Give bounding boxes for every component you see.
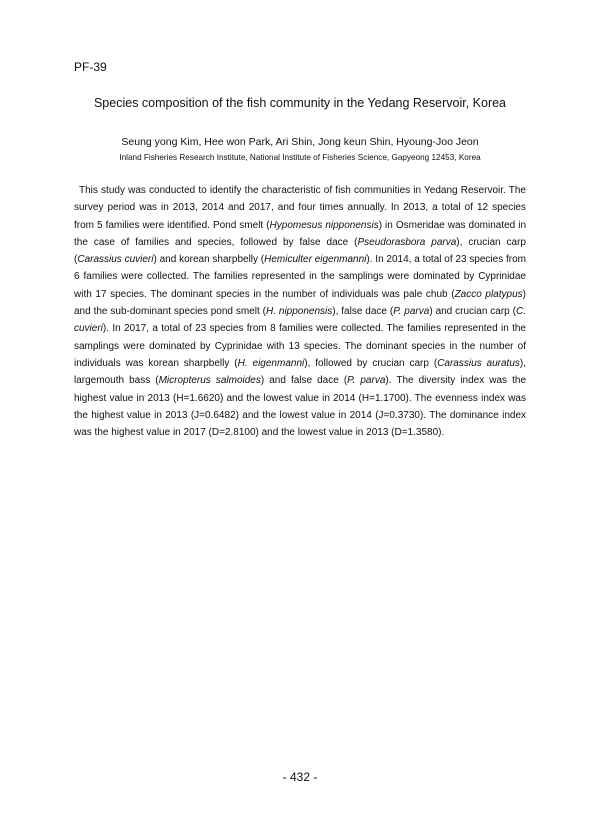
paper-title: Species composition of the fish community in the Yedang Reservoir, Korea [93,96,507,110]
abstract-text: ), followed by crucian carp ( [304,357,438,369]
abstract-text: ) and the sub-dominant species pond smelt ( [74,288,526,318]
paper-code: PF-39 [74,60,107,74]
species-name: H. nipponensis [265,306,333,318]
species-name: Hemiculter eigenmanni [264,254,367,266]
species-name: P. parva [347,375,386,387]
abstract-text: ) and korean sharpbelly ( [153,254,265,266]
species-name: P. parva [393,306,430,318]
species-name: Hypomesus nipponensis [269,219,379,231]
abstract-text: This study was conducted to identify the characteristic of fish communities in Yedang Reservoir. The survey period was in 2013, 2014 and 2017, and four times annually. In 2013, a total of 12 species from 5 families were identified. Pond smelt ( [74,185,526,231]
abstract-text: ) and false dace ( [260,375,348,387]
abstract-text: ). The diversity index was the highest value in 2013 (H=1.6620) and the lowest value in 2014 (H=1.1700). The evenness index was the highest value in 2013 (J=0.6482) and the lowest value in 2014 (J=0.3730). The dominance index was the highest value in 2017 (D=2.8100) and the lowest value in 2013 (D=1.3580). [74,375,526,439]
abstract-text: ). In 2014, a total of 23 species from 6 families were collected. The families represented in the samplings were dominated by Cyprinidae with 17 species. The dominant species in the number of individuals was pale chub ( [74,254,526,300]
species-name: Carassius cuvieri [77,254,154,266]
species-name: Micropterus salmoides [158,375,261,387]
abstract-text: ) and crucian carp ( [429,306,516,318]
species-name: H. eigenmanni [237,357,305,369]
abstract-text: ), crucian carp ( [74,236,526,266]
affiliation: Inland Fisheries Research Institute, National Institute of Fisheries Science, Gapyeong 12453, Korea [119,153,481,162]
abstract-text: ) in Osmeridae was dominated in the case of families and species, followed by false dace ( [74,219,527,248]
abstract-text: ), false dace ( [332,306,394,318]
species-name: Carassius auratus [437,357,520,369]
author-list: Seung yong Kim, Hee won Park, Ari Shin, Jong keun Shin, Hyoung-Joo Jeon [121,136,479,148]
species-name: C. cuvieri [74,306,526,335]
page-number: - 432 - [282,770,318,784]
abstract-text: ), largemouth bass ( [74,357,527,387]
species-name: Pseudorasbora parva [357,236,457,248]
species-name: Zacco platypus [454,288,523,300]
abstract-text: ). In 2017, a total of 23 species from 8 families were collected. The families represented in the samplings were dominated by Cyprinidae with 13 species. The dominant species in the number of individuals was korean sharpbelly ( [74,323,526,369]
abstract-body [74,182,526,441]
